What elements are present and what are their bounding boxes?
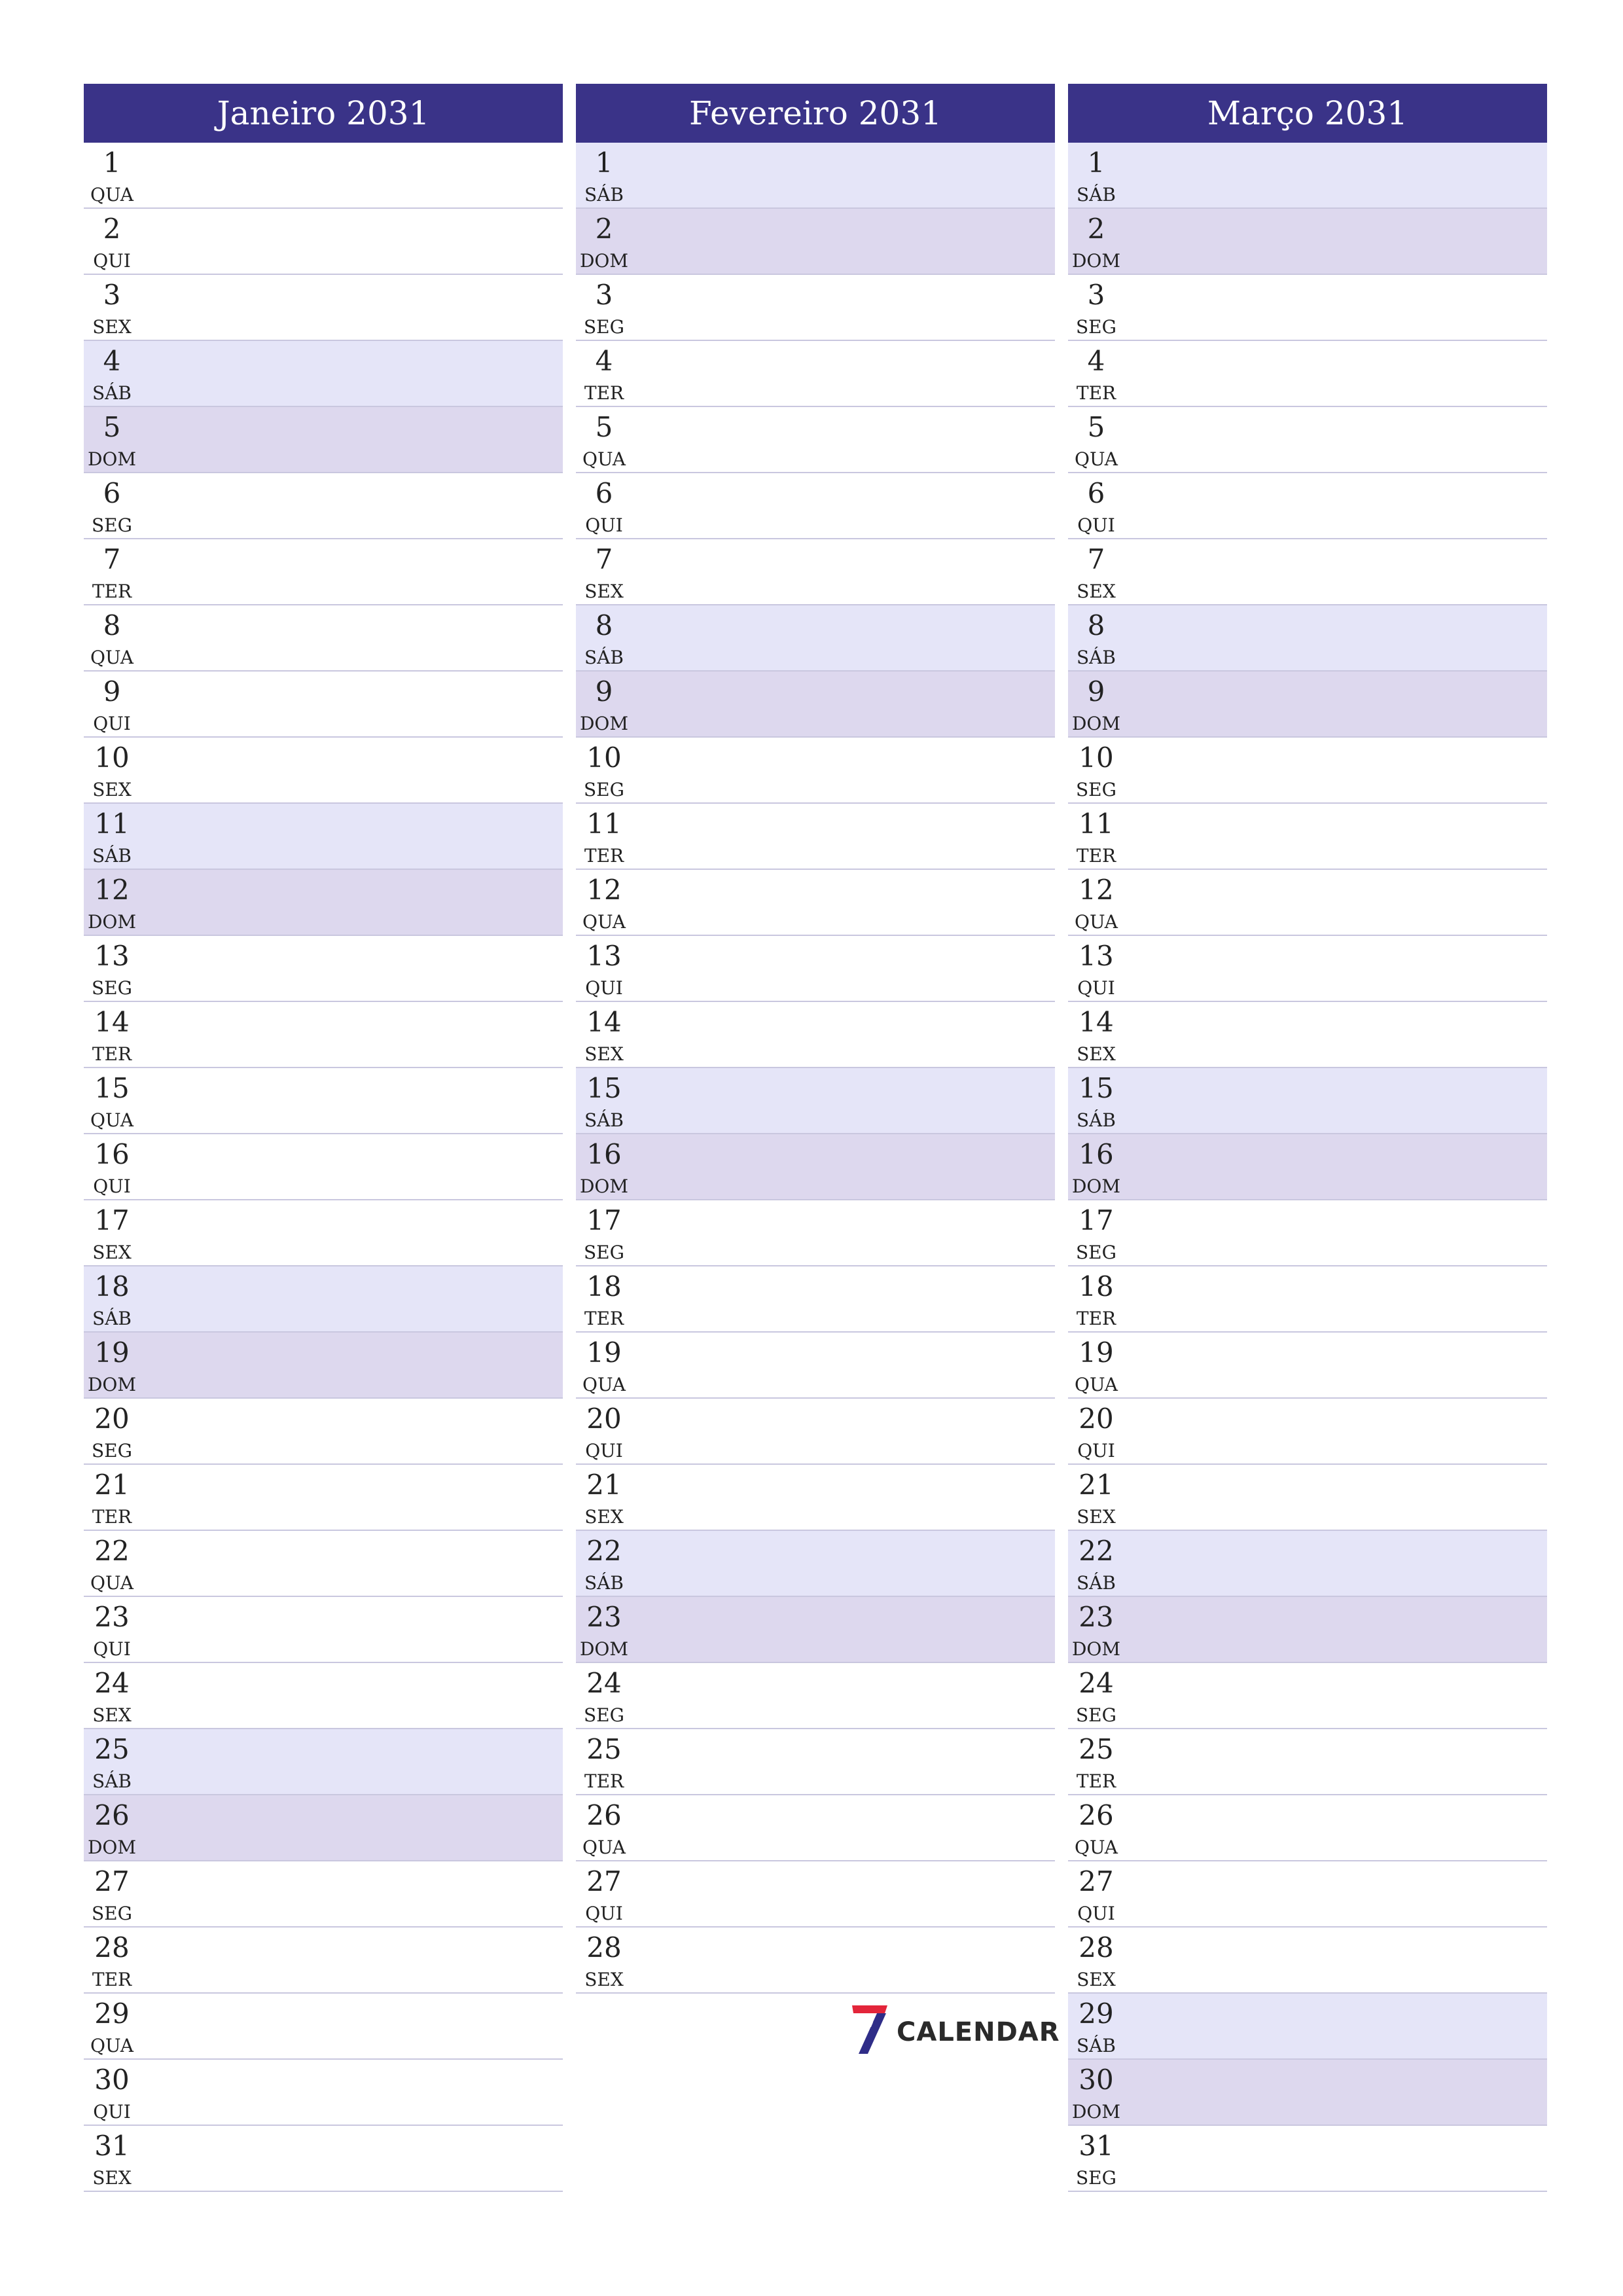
day-row[interactable] — [84, 1333, 563, 1399]
day-of-week: QUI — [93, 713, 131, 734]
day-number: 4 — [595, 345, 613, 377]
day-number: 25 — [586, 1733, 622, 1765]
day-row[interactable] — [1068, 1399, 1547, 1465]
day-of-week: SÁB — [1077, 1109, 1116, 1131]
day-of-week: SÁB — [1077, 647, 1116, 668]
day-row[interactable] — [1068, 605, 1547, 672]
day-of-week: TER — [584, 845, 624, 867]
day-row[interactable] — [84, 1266, 563, 1333]
day-row[interactable] — [84, 936, 563, 1002]
day-row[interactable] — [576, 1200, 1055, 1266]
day-row[interactable] — [84, 2060, 563, 2126]
day-of-week: QUA — [582, 1374, 626, 1395]
day-of-week: TER — [1076, 382, 1116, 404]
day-of-week: QUI — [93, 2101, 131, 2123]
day-row[interactable] — [1068, 1663, 1547, 1729]
day-of-week: QUA — [1075, 1374, 1118, 1395]
day-of-week: QUA — [582, 1837, 626, 1858]
day-of-week: TER — [1076, 1308, 1116, 1329]
day-number: 12 — [586, 874, 622, 906]
day-of-week: DOM — [1071, 1175, 1121, 1197]
day-row[interactable] — [1068, 1266, 1547, 1333]
day-row[interactable] — [576, 804, 1055, 870]
day-of-week: SEX — [92, 316, 132, 338]
day-row[interactable] — [1068, 1068, 1547, 1134]
day-of-week: DOM — [1071, 250, 1121, 272]
day-of-week: SEG — [92, 1440, 132, 1462]
day-row[interactable] — [576, 341, 1055, 407]
day-number: 20 — [94, 1403, 130, 1435]
day-of-week: QUI — [93, 1175, 131, 1197]
day-row[interactable] — [84, 870, 563, 936]
day-row[interactable] — [84, 143, 563, 209]
day-number: 9 — [595, 675, 613, 708]
day-number: 16 — [94, 1138, 130, 1170]
day-of-week: SÁB — [92, 1308, 132, 1329]
day-of-week: DOM — [1071, 2101, 1121, 2123]
day-of-week: DOM — [87, 448, 137, 470]
day-of-week: DOM — [87, 911, 137, 933]
day-number: 13 — [94, 940, 130, 972]
day-of-week: DOM — [1071, 713, 1121, 734]
day-row[interactable] — [576, 473, 1055, 539]
day-number: 18 — [94, 1270, 130, 1302]
day-number: 6 — [103, 477, 121, 509]
day-row[interactable] — [84, 2126, 563, 2192]
day-row[interactable] — [84, 605, 563, 672]
day-list — [1068, 143, 1547, 2192]
day-of-week: QUA — [582, 911, 626, 933]
day-of-week: SÁB — [92, 382, 132, 404]
day-row[interactable] — [576, 1531, 1055, 1597]
day-of-week: SÁB — [584, 1572, 624, 1594]
day-number: 19 — [1079, 1336, 1114, 1369]
day-number: 3 — [595, 279, 613, 311]
day-number: 11 — [586, 808, 622, 840]
day-of-week: QUI — [1077, 514, 1115, 536]
day-row[interactable] — [576, 1266, 1055, 1333]
day-row[interactable] — [84, 539, 563, 605]
day-of-week: TER — [92, 581, 132, 602]
day-number: 24 — [586, 1667, 622, 1699]
day-row[interactable] — [84, 738, 563, 804]
day-row[interactable] — [1068, 672, 1547, 738]
day-of-week: TER — [92, 1506, 132, 1528]
day-of-week: QUI — [1077, 977, 1115, 999]
day-number: 2 — [1087, 213, 1105, 245]
day-row[interactable] — [84, 1597, 563, 1663]
month-column-march — [1068, 84, 1547, 2192]
day-row[interactable] — [1068, 407, 1547, 473]
day-number: 16 — [586, 1138, 622, 1170]
day-number: 22 — [1079, 1535, 1114, 1567]
day-number: 10 — [94, 742, 130, 774]
day-of-week: TER — [92, 1969, 132, 1990]
day-number: 28 — [94, 1931, 130, 1964]
day-number: 31 — [1079, 2130, 1114, 2162]
day-number: 27 — [94, 1865, 130, 1897]
day-of-week: QUA — [582, 448, 626, 470]
day-of-week: QUI — [1077, 1440, 1115, 1462]
day-of-week: TER — [584, 1308, 624, 1329]
day-number: 1 — [595, 147, 613, 179]
day-row[interactable] — [576, 1861, 1055, 1928]
day-of-week: SEX — [1077, 581, 1116, 602]
day-of-week: QUI — [1077, 1903, 1115, 1924]
day-row[interactable] — [1068, 1134, 1547, 1200]
day-of-week: SÁB — [1077, 2035, 1116, 2056]
day-number: 14 — [94, 1006, 130, 1038]
day-row[interactable] — [576, 539, 1055, 605]
day-number: 14 — [1079, 1006, 1114, 1038]
day-row[interactable] — [576, 1928, 1055, 1994]
month-header: Março 2031 — [1068, 84, 1547, 143]
day-row[interactable] — [576, 1333, 1055, 1399]
day-of-week: TER — [584, 1770, 624, 1792]
day-number: 4 — [103, 345, 121, 377]
day-number: 27 — [586, 1865, 622, 1897]
day-number: 8 — [1087, 609, 1105, 641]
day-row[interactable] — [84, 275, 563, 341]
day-number: 7 — [1087, 543, 1105, 575]
day-of-week: SEG — [584, 1242, 624, 1263]
day-number: 24 — [1079, 1667, 1114, 1699]
day-row[interactable] — [576, 605, 1055, 672]
day-number: 11 — [94, 808, 130, 840]
day-number: 1 — [103, 147, 121, 179]
day-number: 22 — [586, 1535, 622, 1567]
day-of-week: DOM — [87, 1374, 137, 1395]
day-row[interactable] — [84, 1200, 563, 1266]
day-number: 12 — [1079, 874, 1114, 906]
day-row[interactable] — [1068, 341, 1547, 407]
day-of-week: SEG — [1076, 779, 1116, 800]
day-number: 28 — [1079, 1931, 1114, 1964]
day-of-week: SÁB — [1077, 184, 1116, 206]
day-number: 8 — [103, 609, 121, 641]
day-number: 11 — [1079, 808, 1114, 840]
day-number: 23 — [94, 1601, 130, 1633]
day-row[interactable] — [576, 209, 1055, 275]
day-row[interactable] — [84, 1795, 563, 1861]
day-of-week: SEX — [584, 1043, 624, 1065]
day-row[interactable] — [576, 672, 1055, 738]
day-of-week: QUA — [1075, 911, 1118, 933]
day-number: 3 — [1087, 279, 1105, 311]
day-of-week: SEX — [584, 1506, 624, 1528]
day-number: 3 — [103, 279, 121, 311]
day-row[interactable] — [84, 1531, 563, 1597]
month-header: Janeiro 2031 — [84, 84, 563, 143]
day-number: 5 — [103, 411, 121, 443]
day-of-week: TER — [584, 382, 624, 404]
day-of-week: QUI — [585, 977, 623, 999]
day-of-week: TER — [1076, 845, 1116, 867]
day-number: 21 — [586, 1469, 622, 1501]
day-row[interactable] — [84, 1399, 563, 1465]
day-row[interactable] — [1068, 1928, 1547, 1994]
day-of-week: SEX — [92, 1704, 132, 1726]
day-number: 2 — [595, 213, 613, 245]
day-number: 15 — [1079, 1072, 1114, 1104]
day-row[interactable] — [84, 672, 563, 738]
day-row[interactable] — [576, 1729, 1055, 1795]
day-list — [576, 143, 1055, 1994]
day-of-week: SEX — [92, 1242, 132, 1263]
day-of-week: TER — [1076, 1770, 1116, 1792]
day-number: 20 — [1079, 1403, 1114, 1435]
day-number: 10 — [586, 742, 622, 774]
day-of-week: SEG — [92, 1903, 132, 1924]
day-number: 9 — [103, 675, 121, 708]
day-number: 30 — [1079, 2064, 1114, 2096]
day-row[interactable] — [576, 1134, 1055, 1200]
day-number: 5 — [1087, 411, 1105, 443]
day-number: 2 — [103, 213, 121, 245]
day-of-week: DOM — [579, 1175, 629, 1197]
day-of-week: DOM — [579, 713, 629, 734]
day-number: 5 — [595, 411, 613, 443]
day-number: 19 — [586, 1336, 622, 1369]
day-number: 12 — [94, 874, 130, 906]
day-of-week: SEG — [1076, 316, 1116, 338]
day-of-week: SEG — [584, 779, 624, 800]
day-number: 9 — [1087, 675, 1105, 708]
day-row[interactable] — [84, 1861, 563, 1928]
day-number: 8 — [595, 609, 613, 641]
day-number: 26 — [94, 1799, 130, 1831]
day-number: 21 — [94, 1469, 130, 1501]
day-row[interactable] — [1068, 275, 1547, 341]
day-of-week: QUI — [585, 1903, 623, 1924]
day-number: 23 — [1079, 1601, 1114, 1633]
month-header: Fevereiro 2031 — [576, 84, 1055, 143]
day-row[interactable] — [1068, 1333, 1547, 1399]
day-number: 17 — [1079, 1204, 1114, 1236]
day-row[interactable] — [576, 1002, 1055, 1068]
day-of-week: QUI — [585, 514, 623, 536]
day-row[interactable] — [576, 143, 1055, 209]
day-of-week: QUI — [585, 1440, 623, 1462]
day-of-week: SEG — [92, 514, 132, 536]
day-of-week: SÁB — [584, 1109, 624, 1131]
day-row[interactable] — [84, 407, 563, 473]
day-row[interactable] — [84, 804, 563, 870]
day-of-week: DOM — [579, 250, 629, 272]
logo-text: CALENDAR — [897, 2017, 1060, 2047]
day-row[interactable] — [1068, 1597, 1547, 1663]
day-number: 13 — [1079, 940, 1114, 972]
day-number: 15 — [586, 1072, 622, 1104]
day-row[interactable] — [1068, 1861, 1547, 1928]
day-number: 7 — [595, 543, 613, 575]
day-row[interactable] — [84, 473, 563, 539]
day-of-week: SEX — [1077, 1506, 1116, 1528]
day-number: 26 — [1079, 1799, 1114, 1831]
day-row[interactable] — [84, 209, 563, 275]
day-of-week: DOM — [87, 1837, 137, 1858]
day-number: 29 — [94, 1998, 130, 2030]
day-row[interactable] — [84, 1465, 563, 1531]
day-row[interactable] — [84, 1134, 563, 1200]
day-row[interactable] — [1068, 2060, 1547, 2126]
day-number: 4 — [1087, 345, 1105, 377]
day-row[interactable] — [1068, 804, 1547, 870]
day-number: 18 — [586, 1270, 622, 1302]
day-number: 13 — [586, 940, 622, 972]
day-of-week: SEG — [1076, 1242, 1116, 1263]
day-row[interactable] — [1068, 870, 1547, 936]
day-number: 22 — [94, 1535, 130, 1567]
day-of-week: QUA — [90, 647, 134, 668]
day-of-week: QUA — [90, 1109, 134, 1131]
day-of-week: SEG — [1076, 2167, 1116, 2189]
day-row[interactable] — [1068, 1200, 1547, 1266]
day-row[interactable] — [1068, 473, 1547, 539]
day-number: 14 — [586, 1006, 622, 1038]
day-row[interactable] — [1068, 936, 1547, 1002]
day-of-week: QUA — [1075, 1837, 1118, 1858]
day-number: 27 — [1079, 1865, 1114, 1897]
day-of-week: SÁB — [584, 647, 624, 668]
day-of-week: SEG — [1076, 1704, 1116, 1726]
day-of-week: SÁB — [92, 1770, 132, 1792]
day-of-week: QUA — [90, 1572, 134, 1594]
day-of-week: SEX — [584, 1969, 624, 1990]
day-row[interactable] — [84, 1068, 563, 1134]
day-number: 26 — [586, 1799, 622, 1831]
day-number: 25 — [94, 1733, 130, 1765]
day-row[interactable] — [576, 738, 1055, 804]
day-row[interactable] — [576, 1597, 1055, 1663]
day-number: 10 — [1079, 742, 1114, 774]
day-of-week: TER — [92, 1043, 132, 1065]
day-number: 21 — [1079, 1469, 1114, 1501]
day-list — [84, 143, 563, 2192]
day-row[interactable] — [576, 1068, 1055, 1134]
day-number: 28 — [586, 1931, 622, 1964]
day-row[interactable] — [576, 1465, 1055, 1531]
day-of-week: QUA — [90, 184, 134, 206]
day-row[interactable] — [1068, 1002, 1547, 1068]
day-number: 20 — [586, 1403, 622, 1435]
day-row[interactable] — [84, 1663, 563, 1729]
day-row[interactable] — [576, 936, 1055, 1002]
day-row[interactable] — [84, 1994, 563, 2060]
day-row[interactable] — [576, 407, 1055, 473]
day-of-week: DOM — [579, 1638, 629, 1660]
day-row[interactable] — [84, 1002, 563, 1068]
day-number: 6 — [595, 477, 613, 509]
day-row[interactable] — [1068, 1994, 1547, 2060]
day-row[interactable] — [84, 341, 563, 407]
day-row[interactable] — [1068, 2126, 1547, 2192]
day-row[interactable] — [1068, 539, 1547, 605]
day-row[interactable] — [576, 275, 1055, 341]
month-column-february — [576, 84, 1055, 1994]
day-number: 31 — [94, 2130, 130, 2162]
day-number: 25 — [1079, 1733, 1114, 1765]
day-of-week: SEG — [92, 977, 132, 999]
day-row[interactable] — [576, 1795, 1055, 1861]
day-of-week: SEX — [584, 581, 624, 602]
day-row[interactable] — [84, 1729, 563, 1795]
day-of-week: QUI — [93, 1638, 131, 1660]
day-number: 24 — [94, 1667, 130, 1699]
day-row[interactable] — [1068, 1465, 1547, 1531]
day-of-week: SEX — [92, 2167, 132, 2189]
day-row[interactable] — [84, 1928, 563, 1994]
month-column-january — [84, 84, 563, 2192]
day-number: 15 — [94, 1072, 130, 1104]
day-row[interactable] — [1068, 738, 1547, 804]
day-of-week: SÁB — [1077, 1572, 1116, 1594]
day-number: 7 — [103, 543, 121, 575]
day-row[interactable] — [1068, 143, 1547, 209]
calendar-logo[interactable] — [851, 2003, 1060, 2062]
day-row[interactable] — [576, 1399, 1055, 1465]
day-number: 30 — [94, 2064, 130, 2096]
day-number: 19 — [94, 1336, 130, 1369]
day-number: 17 — [586, 1204, 622, 1236]
day-number: 18 — [1079, 1270, 1114, 1302]
day-row[interactable] — [576, 1663, 1055, 1729]
day-number: 29 — [1079, 1998, 1114, 2030]
day-of-week: QUA — [90, 2035, 134, 2056]
day-row[interactable] — [1068, 209, 1547, 275]
day-row[interactable] — [1068, 1729, 1547, 1795]
day-row[interactable] — [1068, 1531, 1547, 1597]
day-of-week: SÁB — [92, 845, 132, 867]
day-number: 6 — [1087, 477, 1105, 509]
day-of-week: QUA — [1075, 448, 1118, 470]
day-of-week: SEG — [584, 1704, 624, 1726]
day-of-week: QUI — [93, 250, 131, 272]
day-number: 23 — [586, 1601, 622, 1633]
day-of-week: SEX — [92, 779, 132, 800]
day-number: 16 — [1079, 1138, 1114, 1170]
day-row[interactable] — [1068, 1795, 1547, 1861]
day-of-week: SEG — [584, 316, 624, 338]
day-of-week: SEX — [1077, 1043, 1116, 1065]
day-of-week: SÁB — [584, 184, 624, 206]
day-number: 1 — [1087, 147, 1105, 179]
day-row[interactable] — [576, 870, 1055, 936]
seven-logo-icon — [851, 2003, 890, 2055]
day-number: 17 — [94, 1204, 130, 1236]
day-of-week: SEX — [1077, 1969, 1116, 1990]
day-of-week: DOM — [1071, 1638, 1121, 1660]
